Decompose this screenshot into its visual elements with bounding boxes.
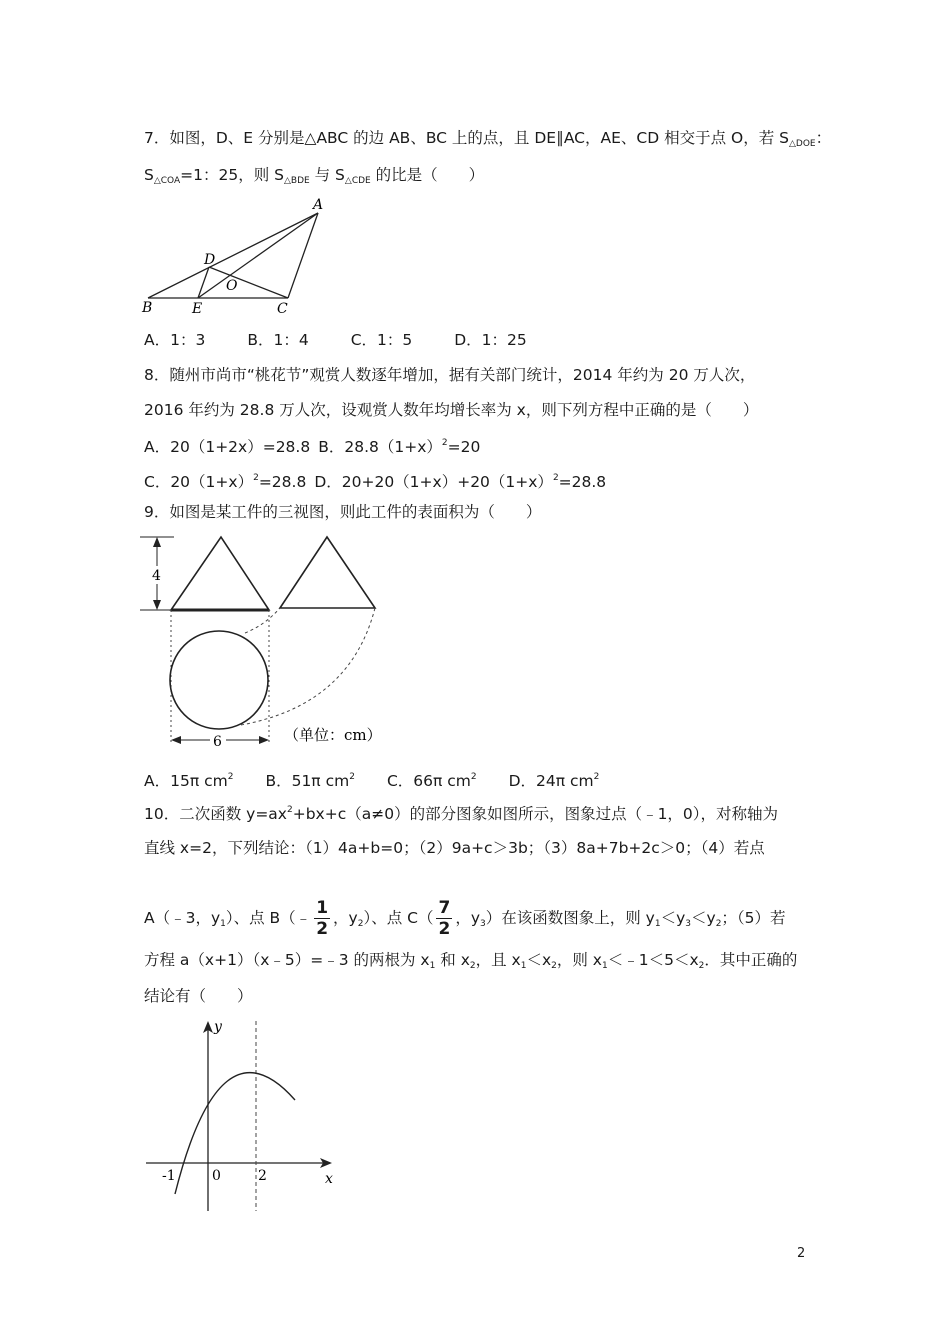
q7-stem-line1: 7．如图，D、E 分别是△ABC 的边 AB、BC 上的点，且 DE∥AC，AE、CD 相交于点 O，若 $S_{\triangle DOE}$： — [144, 129, 832, 149]
q7-label-O: O — [226, 278, 238, 294]
q10-parabola-graph — [140, 1015, 350, 1215]
q9-stem: 9．如图是某工件的三视图，则此工件的表面积为（ ） — [144, 503, 542, 521]
q7-option-b[interactable]: B．1：4 — [247, 331, 309, 349]
fraction-seven-halves: $\frac{7}{2}$ — [438, 898, 451, 939]
q10-stem-line5: 结论有（ ） — [144, 987, 253, 1005]
q9-option-b[interactable]: B．51π $cm^2$ — [265, 772, 355, 790]
q7-stem-line2: $S_{\triangle COA}=1$：25，则 $S_{\triangle BDE}$ 与 $S_{\triangle CDE}$ 的比是（ ） — [144, 166, 485, 186]
q10-stem-line1: 10．二次函数 $y=ax^2+bx+c(a\ne 0)$的部分图象如图所示，图象过点（﹣1，0），对称轴为 — [144, 805, 779, 823]
q9-option-d[interactable]: D．24π $cm^2$ — [508, 772, 600, 790]
q9-height-label: 4 — [152, 568, 161, 584]
q7-label-B: B — [142, 300, 153, 316]
q8-option-c[interactable]: C．$20(1+x)^2=28.8$ — [144, 473, 307, 491]
q8-stem-line2: 2016 年约为 28.8 万人次，设观赏人数年均增长率为 x，则下列方程中正确的是（ ） — [144, 401, 759, 419]
q10-label-zero: 0 — [212, 1168, 221, 1184]
q8-option-b[interactable]: B．$28.8(1+x)^2=20$ — [318, 438, 481, 456]
q10-label-y: y — [214, 1019, 222, 1035]
q8-option-a[interactable]: A．20（1+2x）=28.8 — [144, 438, 311, 456]
q8-option-d[interactable]: D．$20+20(1+x)+20(1+x)^2=28.8$ — [314, 473, 607, 491]
q10-stem-line2: 直线 x=2，下列结论：（1）4a+b=0；（2）9a+c＞3b；（3）8a+7b+2c＞0；（4）若点 — [144, 839, 765, 857]
q7-option-a[interactable]: A．1：3 — [144, 331, 206, 349]
q9-unit-label: （单位：cm） — [284, 726, 382, 744]
q10-label-neg1: -1 — [162, 1168, 176, 1184]
q10-label-two: 2 — [258, 1168, 267, 1184]
q8-options-row1 — [144, 433, 480, 457]
q8-stem-line1: 8．随州市尚市“桃花节”观赏人数逐年增加，据有关部门统计，2014 年约为 20 万人次， — [144, 366, 756, 384]
q7-label-E: E — [192, 301, 203, 317]
q7-options — [144, 330, 527, 350]
q7-label-C: C — [277, 301, 288, 317]
q10-label-x: x — [325, 1171, 333, 1187]
q7-triangle-figure — [140, 196, 340, 318]
q9-option-c[interactable]: C．66π $cm^2$ — [386, 772, 477, 790]
q10-stem-line3: A（﹣3，$y_1$）、点 B（﹣ $\frac{1}{2}$ ，$y_2$）、点 C（ $\frac{7}{2}$ ，$y_3$）在该函数图象上，则 $y_1<y_3<y_2$；（5）若 — [144, 898, 786, 939]
q10-stem-line4: 方程 a（x+1）（x﹣5）=﹣3 的两根为 $x_1$ 和 $x_2$，且 $x_1<x_2$，则 $x_1<﹣1<5<x_2$．其中正确的 — [144, 951, 798, 971]
q7-label-A: A — [313, 197, 324, 213]
q9-width-label: 6 — [213, 734, 222, 750]
q9-three-views-figure — [140, 530, 400, 755]
q8-options-row2 — [144, 468, 606, 492]
q9-option-a[interactable]: A．15π $cm^2$ — [144, 772, 234, 790]
q7-option-c[interactable]: C．1：5 — [350, 331, 413, 349]
q7-option-d[interactable]: D．1：25 — [454, 331, 527, 349]
page-number: 2 — [797, 1246, 806, 1261]
q9-options — [144, 767, 599, 791]
fraction-one-half: $\frac{1}{2}$ — [316, 898, 329, 939]
q7-label-D: D — [204, 252, 216, 268]
